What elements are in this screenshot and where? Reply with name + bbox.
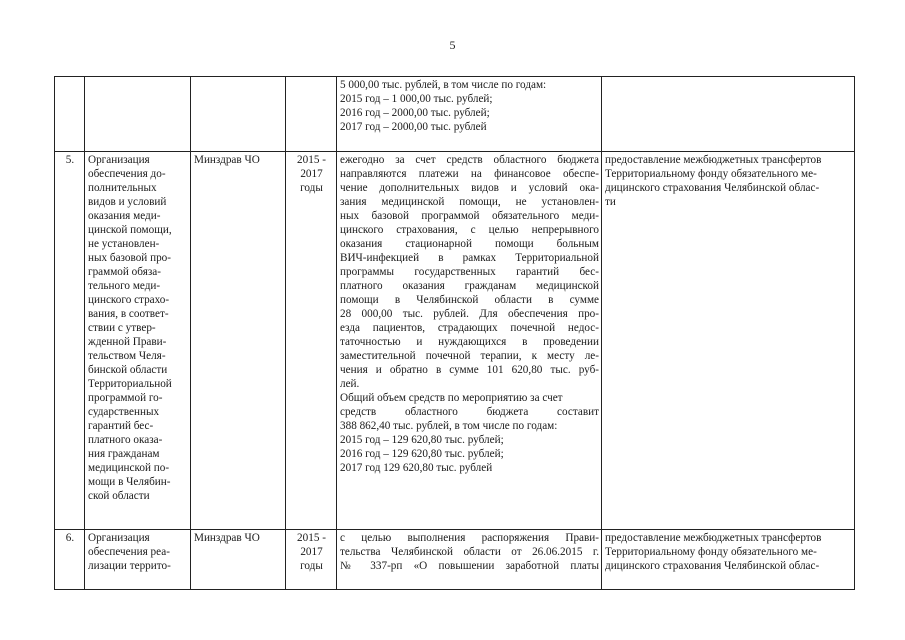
cell-line: чение дополнительных видов и условий ока- — [340, 182, 599, 194]
executor-cell: Минздрав ЧО — [191, 530, 286, 590]
cell-line: средств областного бюджета составит — [340, 406, 599, 418]
cell-line: таточностью и нуждающихся в проведении — [340, 336, 599, 348]
table-row — [55, 530, 855, 590]
cell-line: Общий объем средств по мероприятию за счет — [340, 392, 563, 404]
cell-line: не установлен- — [88, 238, 160, 250]
cell-line: № 337-рп «О повышении заработной платы — [340, 560, 599, 572]
cell-line: ных базовой программой обязательного меди- — [340, 210, 599, 222]
cell-line: 2016 год – 129 620,80 тыс. рублей; — [340, 448, 504, 460]
dates-cell — [286, 152, 337, 530]
cell-line: 28 000,00 тыс. рублей. Для обеспечения про- — [340, 308, 599, 320]
measure-name-cell — [85, 530, 191, 590]
cell-line: езда пациентов, страдающих почечной недос- — [340, 322, 599, 334]
cell-line: предоставление межбюджетных трансфертов — [605, 154, 822, 166]
cell-line: предоставление межбюджетных трансфертов — [605, 532, 822, 544]
cell-line: 2015 год – 129 620,80 тыс. рублей; — [340, 434, 504, 446]
cell-line: годы — [300, 560, 323, 572]
description-cell — [337, 152, 602, 530]
cell-line: гарантий бес- — [88, 420, 154, 432]
cell-line: годы — [300, 182, 323, 194]
cell-line: цинской помощи, — [88, 224, 172, 236]
measure-name-cell — [85, 152, 191, 530]
cell-line: заместительной почечной терапии, к месту ле- — [340, 350, 599, 362]
cell-line: 388 862,40 тыс. рублей, в том числе по годам: — [340, 420, 558, 432]
cell-line: оказания меди- — [88, 210, 161, 222]
cell-line: жденной Прави- — [88, 336, 167, 348]
cell-line: цинского страхо- — [88, 294, 170, 306]
cell-line: тельства Челябинской области от 26.06.2015 г. — [340, 546, 599, 558]
cell-line: лей. — [340, 378, 360, 390]
cell-line: программой го- — [88, 392, 163, 404]
cell-line: обеспечения до- — [88, 168, 166, 180]
measure-name-cell — [85, 77, 191, 152]
page-number: 5 — [449, 38, 456, 52]
cell-line: ния гражданам — [88, 448, 160, 460]
cell-line: платного оказания гражданам медицинской — [340, 280, 599, 292]
cell-line: ВИЧ-инфекцией в рамках Территориальной — [340, 252, 599, 264]
cell-line: дицинского страхования Челябинской облас- — [605, 182, 820, 194]
cell-line: ствии с утвер- — [88, 322, 156, 334]
cell-line: Территориальному фонду обязательного ме- — [605, 168, 817, 180]
cell-line: медицинской по- — [88, 462, 170, 474]
cell-line: направляются платежи на финансовое обеспе- — [340, 168, 599, 180]
cell-line: лизации террито- — [88, 560, 171, 572]
row-number-cell — [55, 77, 85, 152]
cell-line: граммой обяза- — [88, 266, 161, 278]
result-cell — [602, 530, 855, 590]
row-number-cell: 6. — [55, 530, 85, 590]
cell-line: 2017 год 129 620,80 тыс. рублей — [340, 462, 493, 474]
cell-line: сударственных — [88, 406, 160, 418]
cell-line: 2017 — [300, 546, 323, 558]
cell-line: зания медицинской помощи, не установлен- — [340, 196, 599, 208]
cell-line: 2016 год – 2000,00 тыс. рублей; — [340, 107, 490, 119]
row-number-cell: 5. — [55, 152, 85, 530]
cell-line: Организация — [88, 532, 150, 544]
cell-line: цинского страхования, с целью непрерывного — [340, 224, 599, 236]
cell-line: ти — [605, 196, 616, 208]
cell-line: 2015 - — [297, 154, 326, 166]
cell-line: обеспечения реа- — [88, 546, 170, 558]
cell-line: ных базовой про- — [88, 252, 171, 264]
cell-line: 5 000,00 тыс. рублей, в том числе по годам: — [340, 79, 547, 91]
cell-line: видов и условий — [88, 196, 167, 208]
result-cell — [602, 77, 855, 152]
executor-cell — [191, 77, 286, 152]
cell-line: полнительных — [88, 182, 157, 194]
cell-line: программы государственных гарантий бес- — [340, 266, 599, 278]
description-cell — [337, 530, 602, 590]
cell-line: с целью выполнения распоряжения Прави- — [340, 532, 599, 544]
cell-line: 2017 — [300, 168, 323, 180]
cell-line: дицинского страхования Челябинской облас- — [605, 560, 820, 572]
cell-line: помощи в Челябинской области в сумме — [340, 294, 599, 306]
measures-table — [54, 76, 855, 590]
dates-cell — [286, 77, 337, 152]
dates-cell — [286, 530, 337, 590]
description-cell — [337, 77, 602, 152]
cell-line: оказания стационарной помощи больным — [340, 238, 599, 250]
cell-line: 2017 год – 2000,00 тыс. рублей — [340, 121, 487, 133]
cell-line: Территориальной — [88, 378, 172, 390]
cell-line: тельного меди- — [88, 280, 161, 292]
cell-line: ской области — [88, 490, 150, 502]
cell-line: вания, в соответ- — [88, 308, 169, 320]
cell-line: платного оказа- — [88, 434, 163, 446]
cell-line: 2015 год – 1 000,00 тыс. рублей; — [340, 93, 493, 105]
cell-line: 2015 - — [297, 532, 326, 544]
cell-line: Организация — [88, 154, 150, 166]
cell-line: тельством Челя- — [88, 350, 166, 362]
cell-line: чения и обратно в сумме 101 620,80 тыс. руб- — [340, 364, 599, 376]
executor-cell: Минздрав ЧО — [191, 152, 286, 530]
cell-line: мощи в Челябин- — [88, 476, 171, 488]
cell-line: ежегодно за счет средств областного бюджета — [340, 154, 599, 166]
result-cell — [602, 152, 855, 530]
cell-line: бинской области — [88, 364, 168, 376]
cell-line: Территориальному фонду обязательного ме- — [605, 546, 817, 558]
table-row — [55, 77, 855, 152]
table-row — [55, 152, 855, 530]
